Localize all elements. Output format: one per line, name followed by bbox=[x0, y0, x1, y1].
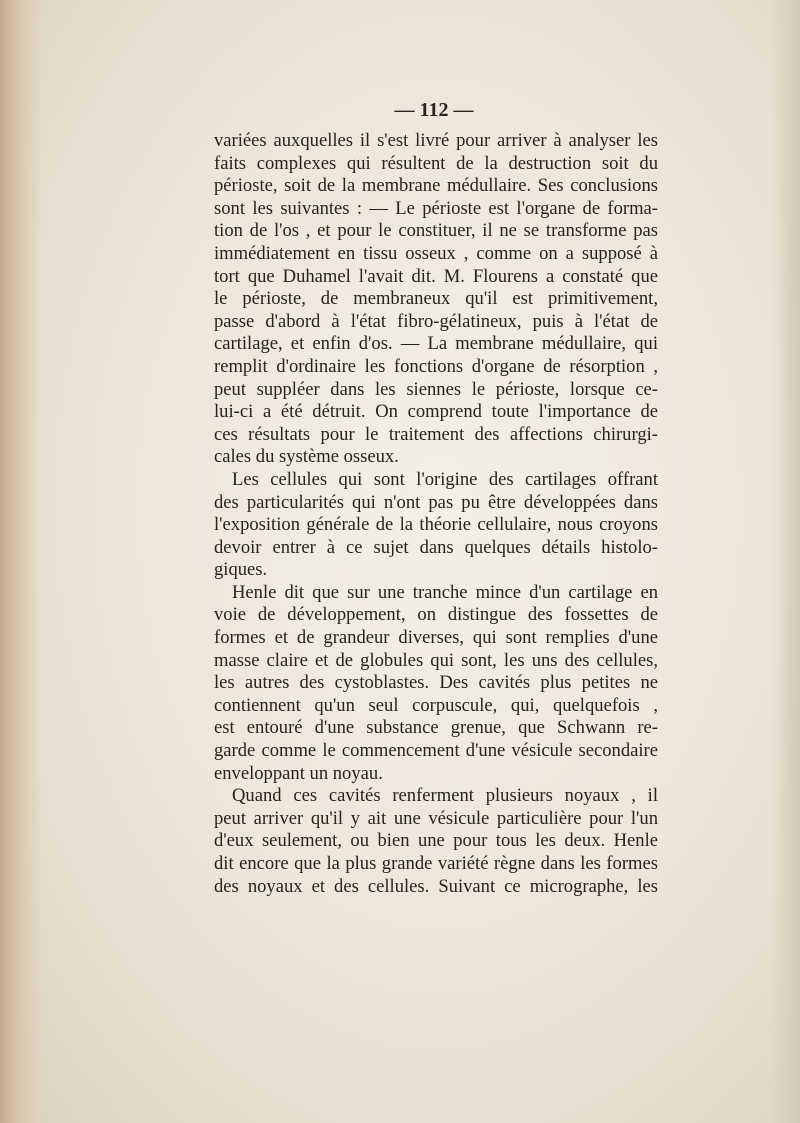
text-line: peut suppléer dans les siennes le périoste, lorsque ce- bbox=[214, 378, 658, 400]
text-line: Les cellules qui sont l'origine des cartilages offrant bbox=[232, 468, 658, 490]
text-line: lui-ci a été détruit. On comprend toute l'importance de bbox=[214, 401, 658, 423]
text-line: enveloppant un noyau. bbox=[214, 762, 383, 784]
page-number: — 112 — bbox=[394, 99, 474, 121]
text-line: remplit d'ordinaire les fonctions d'organe de résorption , bbox=[214, 355, 658, 377]
text-line: d'eux seulement, ou bien une pour tous les deux. Henle bbox=[214, 830, 658, 852]
text-line: les autres des cystoblastes. Des cavités plus petites ne bbox=[214, 672, 658, 694]
text-line: peut arriver qu'il y ait une vésicule particulière pour l'un bbox=[214, 807, 658, 829]
body-text bbox=[214, 130, 658, 898]
text-line: cartilage, et enfin d'os. — La membrane médullaire, qui bbox=[214, 333, 658, 355]
text-line: ces résultats pour le traitement des affections chirurgi- bbox=[214, 423, 658, 445]
page-right-edge-shadow bbox=[772, 0, 800, 1123]
text-line: tion de l'os , et pour le constituer, il ne se transforme pas bbox=[214, 220, 658, 242]
text-line: le périoste, de membraneux qu'il est primitivement, bbox=[214, 288, 658, 310]
text-line: des noyaux et des cellules. Suivant ce micrographe, les bbox=[214, 875, 658, 897]
text-line: garde comme le commencement d'une vésicule secondaire bbox=[214, 740, 658, 762]
text-line: sont les suivantes : — Le périoste est l'organe de forma- bbox=[214, 197, 658, 219]
text-line: tort que Duhamel l'avait dit. M. Flourens a constaté que bbox=[214, 265, 658, 287]
text-line: des particularités qui n'ont pas pu être développées dans bbox=[214, 491, 658, 513]
text-line: l'exposition générale de la théorie cellulaire, nous croyons bbox=[214, 514, 658, 536]
text-line: Henle dit que sur une tranche mince d'un cartilage en bbox=[232, 581, 658, 603]
text-line: Quand ces cavités renferment plusieurs noyaux , il bbox=[232, 785, 658, 807]
text-line: faits complexes qui résultent de la destruction soit du bbox=[214, 152, 658, 174]
text-line: cales du système osseux. bbox=[214, 446, 399, 468]
text-line: formes et de grandeur diverses, qui sont remplies d'une bbox=[214, 627, 658, 649]
text-line: giques. bbox=[214, 559, 268, 581]
text-line: périoste, soit de la membrane médullaire. Ses conclusions bbox=[214, 175, 658, 197]
text-line: devoir entrer à ce sujet dans quelques détails histolo- bbox=[214, 536, 658, 558]
text-line: voie de développement, on distingue des fossettes de bbox=[214, 604, 658, 626]
text-line: variées auxquelles il s'est livré pour arriver à analyser les bbox=[214, 130, 658, 151]
text-line: masse claire et de globules qui sont, les uns des cellules, bbox=[214, 649, 658, 671]
page-left-edge-shadow bbox=[0, 0, 42, 1123]
text-line: contiennent qu'un seul corpuscule, qui, quelquefois , bbox=[214, 694, 658, 716]
text-line: immédiatement en tissu osseux , comme on a supposé à bbox=[214, 242, 658, 264]
text-line: est entouré d'une substance grenue, que Schwann re- bbox=[214, 717, 658, 739]
text-line: dit encore que la plus grande variété règne dans les formes bbox=[214, 853, 658, 874]
text-line: passe d'abord à l'état fibro-gélatineux, puis à l'état de bbox=[214, 310, 658, 332]
